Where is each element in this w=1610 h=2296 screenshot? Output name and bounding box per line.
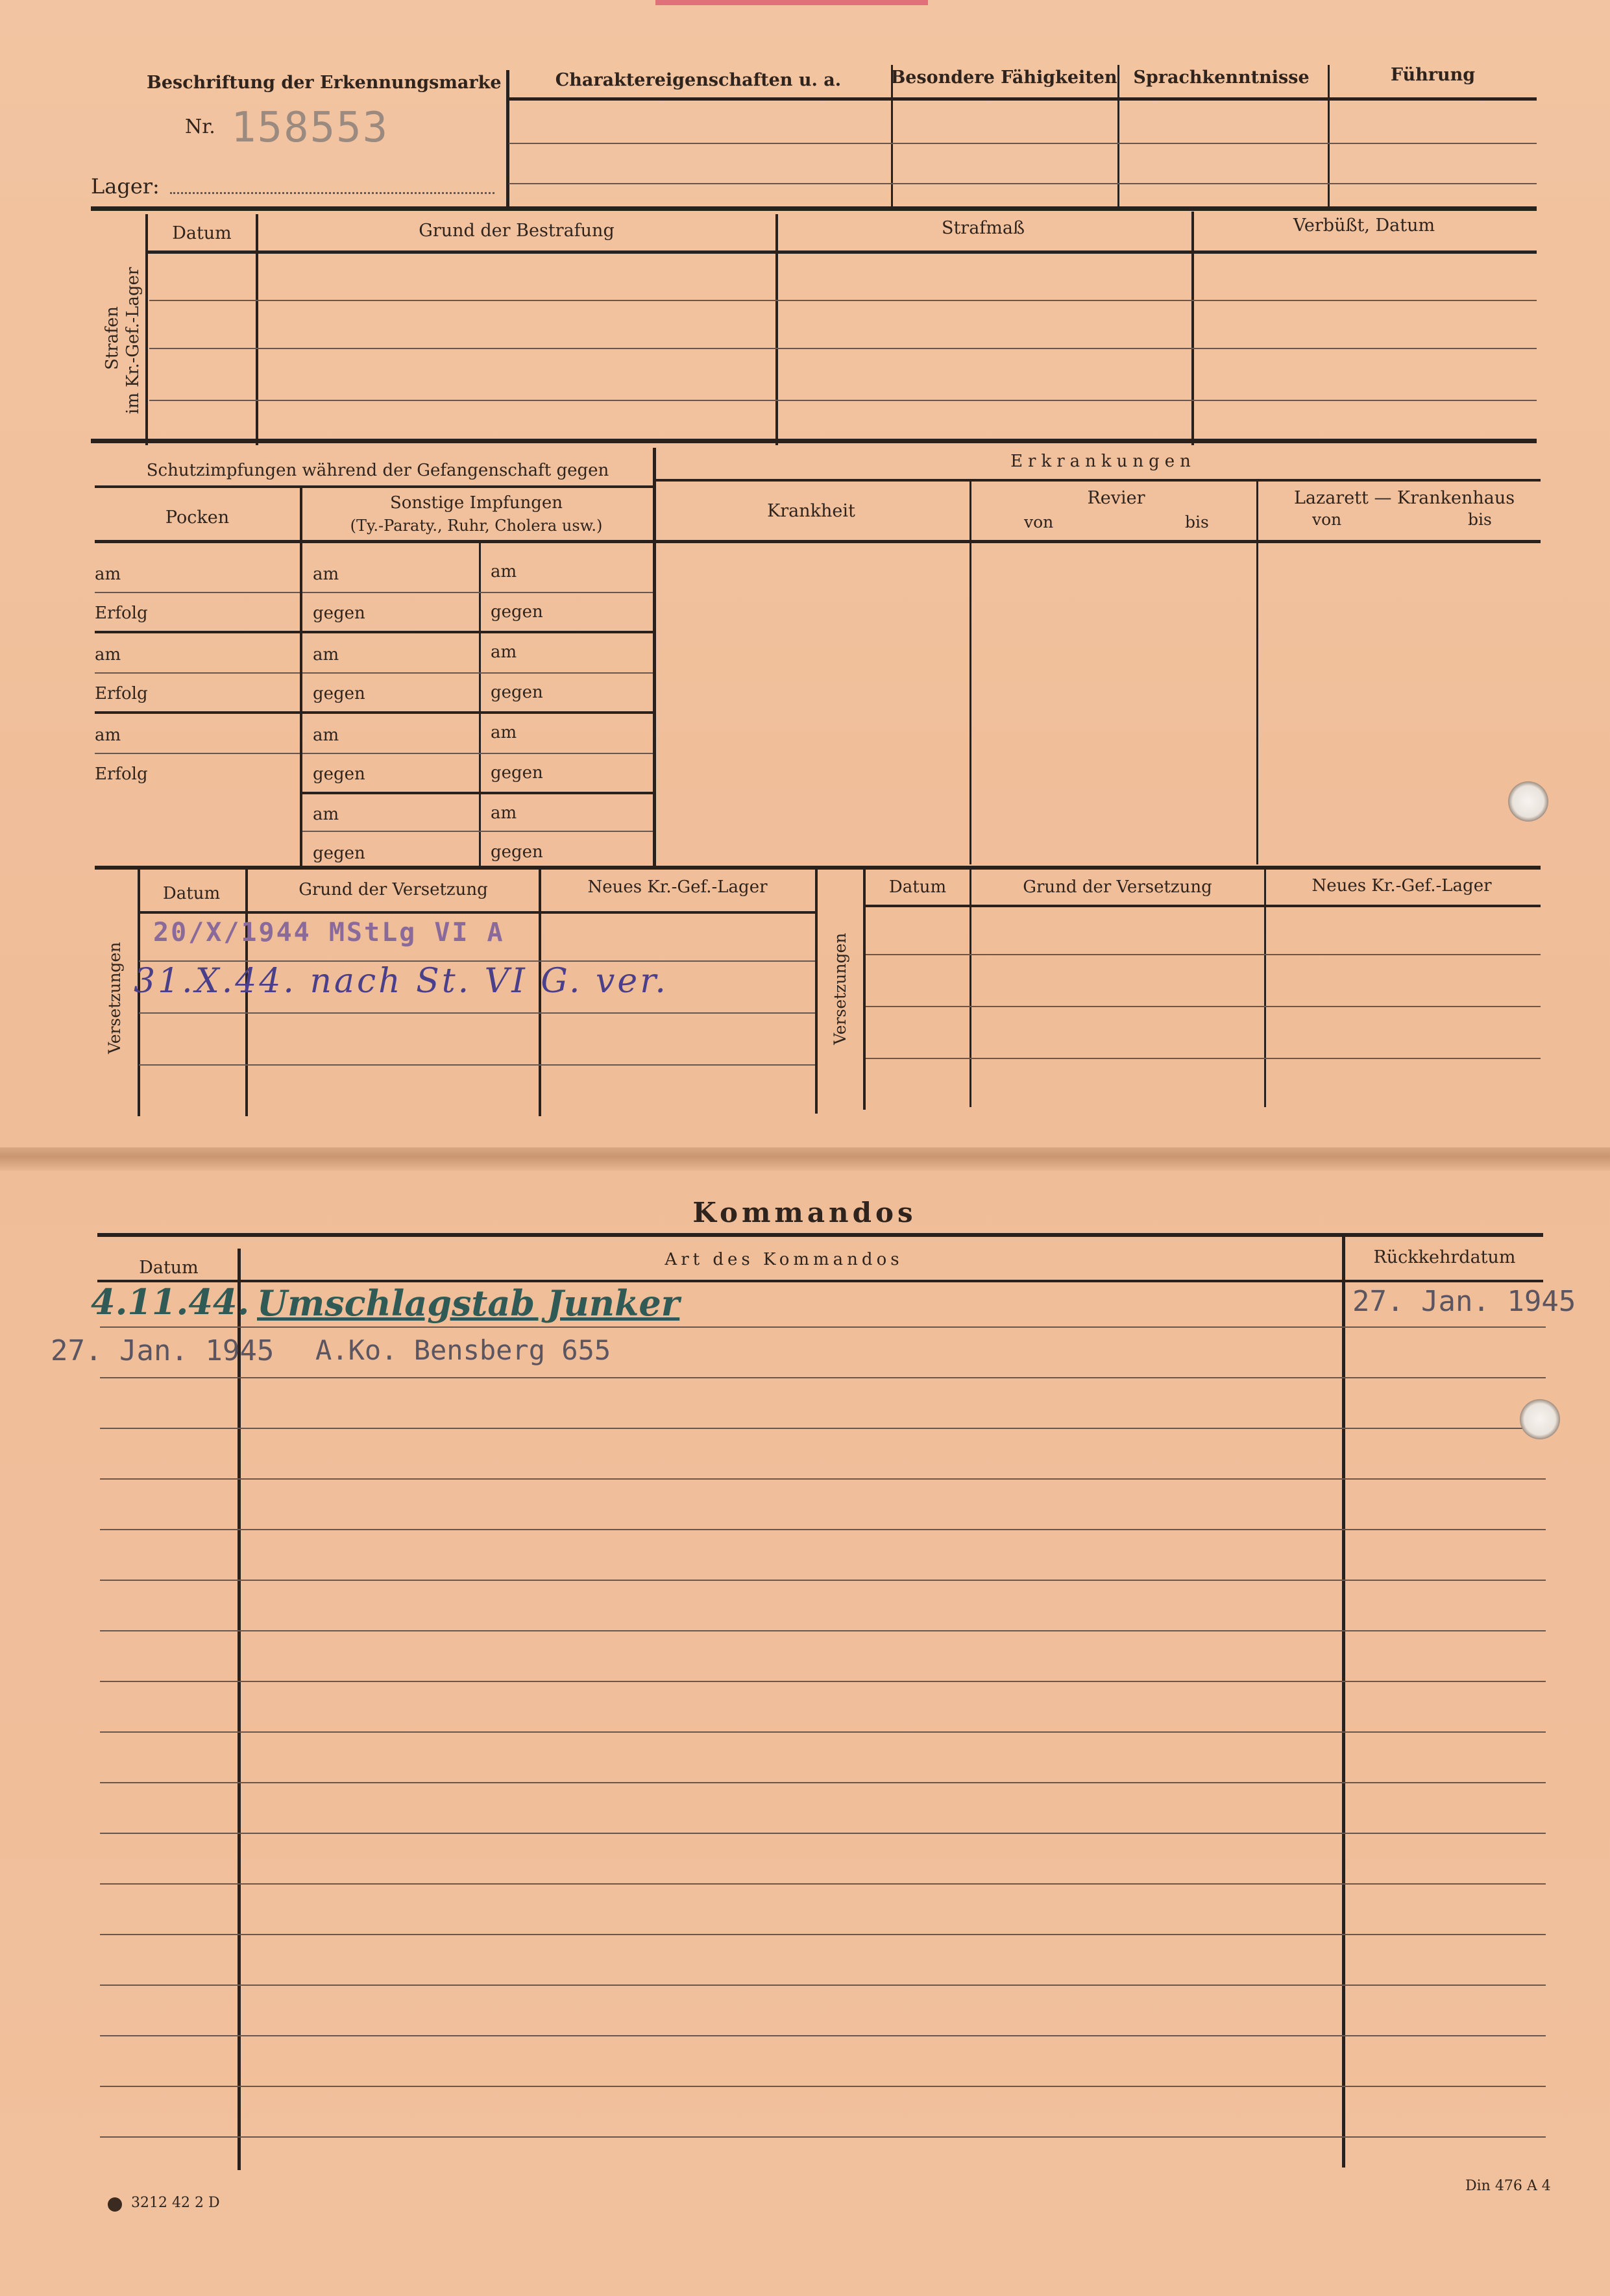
revier-bis: bis	[1185, 513, 1209, 531]
sonstige-a-row-7: am	[313, 805, 339, 824]
kommandos-rule-line	[100, 1478, 1546, 1480]
col-faehigkeiten: Besondere Fähigkeiten	[890, 67, 1117, 88]
impfungen-title: Schutzimpfungen während der Gefangenschaft gegen	[146, 461, 609, 480]
lazarett-von: von	[1312, 510, 1342, 529]
nr-label: Nr.	[185, 116, 215, 138]
kommandos-rule-line	[100, 1580, 1546, 1581]
vers-col-datum-right: Datum	[888, 877, 947, 897]
erkennungsmarke-label: Beschriftung der Erkennungsmarke	[147, 73, 502, 93]
paper-fold	[0, 1147, 1610, 1171]
col-charakter: Charaktereigenschaften u. a.	[555, 70, 842, 90]
vers-col-lager-right: Neues Kr.-Gef.-Lager	[1311, 876, 1492, 896]
strafen-side-label-2: im Kr.-Gef.-Lager	[123, 267, 143, 414]
col-sprachkenntnisse: Sprachkenntnisse	[1133, 67, 1310, 88]
pocken-row-4: Erfolg	[95, 684, 148, 703]
versetzung-stamp: 20/X/1944 MStLg VI A	[153, 918, 505, 947]
revier-label: Revier	[1087, 488, 1145, 508]
kommando-date-handwriting: 4.11.44.	[91, 1281, 250, 1323]
kommando-art-handwriting: Umschlagstab Junker	[257, 1282, 680, 1324]
strafen-col-datum: Datum	[172, 223, 232, 243]
sonstige-b-row-3: am	[491, 642, 517, 662]
pocken-row-2: Erfolg	[95, 604, 148, 623]
vers-col-grund-left: Grund der Versetzung	[299, 880, 488, 899]
sonstige-a-row-8: gegen	[313, 844, 365, 863]
kommandos-rule-line	[100, 1681, 1546, 1682]
sonstige-b-row-1: am	[491, 562, 517, 581]
footer-din-code: Din 476 A 4	[1465, 2178, 1551, 2194]
kommandos-rule-line	[100, 2086, 1546, 2087]
col-fuehrung: Führung	[1390, 65, 1476, 85]
sonstige-b-row-5: am	[491, 723, 517, 742]
vers-col-grund-right: Grund der Versetzung	[1023, 877, 1212, 897]
sonstige-a-row-3: am	[313, 645, 339, 665]
strafen-side-label: Strafen	[103, 306, 122, 370]
kommandos-rule-line	[100, 1985, 1546, 1986]
kommandos-col-rueckkehr: Rückkehrdatum	[1373, 1247, 1516, 1267]
kommandos-rule-line	[100, 1630, 1546, 1631]
lazarett-label: Lazarett — Krankenhaus	[1293, 488, 1515, 508]
nr-value: 158553	[231, 104, 389, 152]
vers-col-lager-left: Neues Kr.-Gef.-Lager	[587, 877, 768, 897]
kommando-date-stamp: 27. Jan. 1945	[51, 1334, 274, 1367]
sonstige-a-row-4: gegen	[313, 684, 365, 703]
versetzungen-side-label-left: Versetzungen	[105, 942, 124, 1054]
kommandos-rule-line	[100, 2035, 1546, 2036]
versetzungen-side-label-right: Versetzungen	[831, 933, 849, 1045]
sonstige-b-row-4: gegen	[491, 683, 543, 702]
sonstige-a-row-2: gegen	[313, 604, 365, 623]
vers-col-datum-left: Datum	[162, 884, 221, 903]
sonstige-a-row-1: am	[313, 565, 339, 584]
kommandos-rule-line	[100, 1377, 1546, 1378]
sonstige-label: Sonstige Impfungen	[389, 493, 563, 513]
kommandos-col-art: Art des Kommandos	[665, 1250, 903, 1269]
strafen-col-verbuesst: Verbüßt, Datum	[1293, 215, 1435, 236]
lazarett-bis: bis	[1468, 510, 1492, 529]
kommandos-rule-line	[100, 1883, 1546, 1885]
punch-hole-upper	[1508, 781, 1548, 822]
pocken-row-1: am	[95, 565, 121, 584]
kommando-return-stamp: 27. Jan. 1945	[1352, 1285, 1576, 1318]
kommandos-rule-line	[100, 1833, 1546, 1834]
sonstige-a-row-6: gegen	[313, 764, 365, 784]
kommandos-rule-line	[100, 1326, 1546, 1328]
footer-print-code: 3212 42 2 D	[131, 2195, 220, 2211]
kommandos-rule-line	[100, 2136, 1546, 2138]
kommandos-col-datum: Datum	[139, 1258, 199, 1278]
versetzung-handwriting: 31.X.44. nach St. VI G. ver.	[134, 962, 668, 1001]
kommandos-rule-line	[100, 1731, 1546, 1733]
sonstige-a-row-5: am	[313, 726, 339, 745]
strafen-col-grund: Grund der Bestrafung	[419, 221, 615, 241]
kommandos-rule-line	[100, 1428, 1546, 1429]
krankheit-label: Krankheit	[767, 501, 855, 521]
pocken-row-5: am	[95, 726, 121, 745]
kommandos-rule-line	[100, 1529, 1546, 1530]
sonstige-b-row-6: gegen	[491, 763, 543, 783]
sonstige-b-row-8: gegen	[491, 842, 543, 862]
pocken-row-6: Erfolg	[95, 764, 148, 784]
pocken-row-3: am	[95, 645, 121, 665]
kommando-art-stamp: A.Ko. Bensberg 655	[315, 1334, 611, 1366]
printer-mark-icon	[108, 2197, 122, 2212]
strafen-col-strafmass: Strafmaß	[941, 218, 1025, 238]
kommandos-rule-line	[100, 1934, 1546, 1935]
sonstige-label-2: (Ty.-Paraty., Ruhr, Cholera usw.)	[350, 517, 603, 535]
pocken-label: Pocken	[165, 507, 230, 528]
lager-label: Lager:	[91, 174, 160, 199]
lager-field	[170, 192, 494, 194]
red-edge-mark	[655, 0, 928, 5]
revier-von: von	[1024, 513, 1054, 531]
sonstige-b-row-7: am	[491, 803, 517, 823]
punch-hole-lower	[1520, 1399, 1560, 1439]
kommandos-rule-line	[100, 1782, 1546, 1783]
erkrankungen-title: Erkrankungen	[1010, 452, 1196, 471]
sonstige-b-row-2: gegen	[491, 602, 543, 622]
kommandos-title: Kommandos	[692, 1197, 917, 1228]
